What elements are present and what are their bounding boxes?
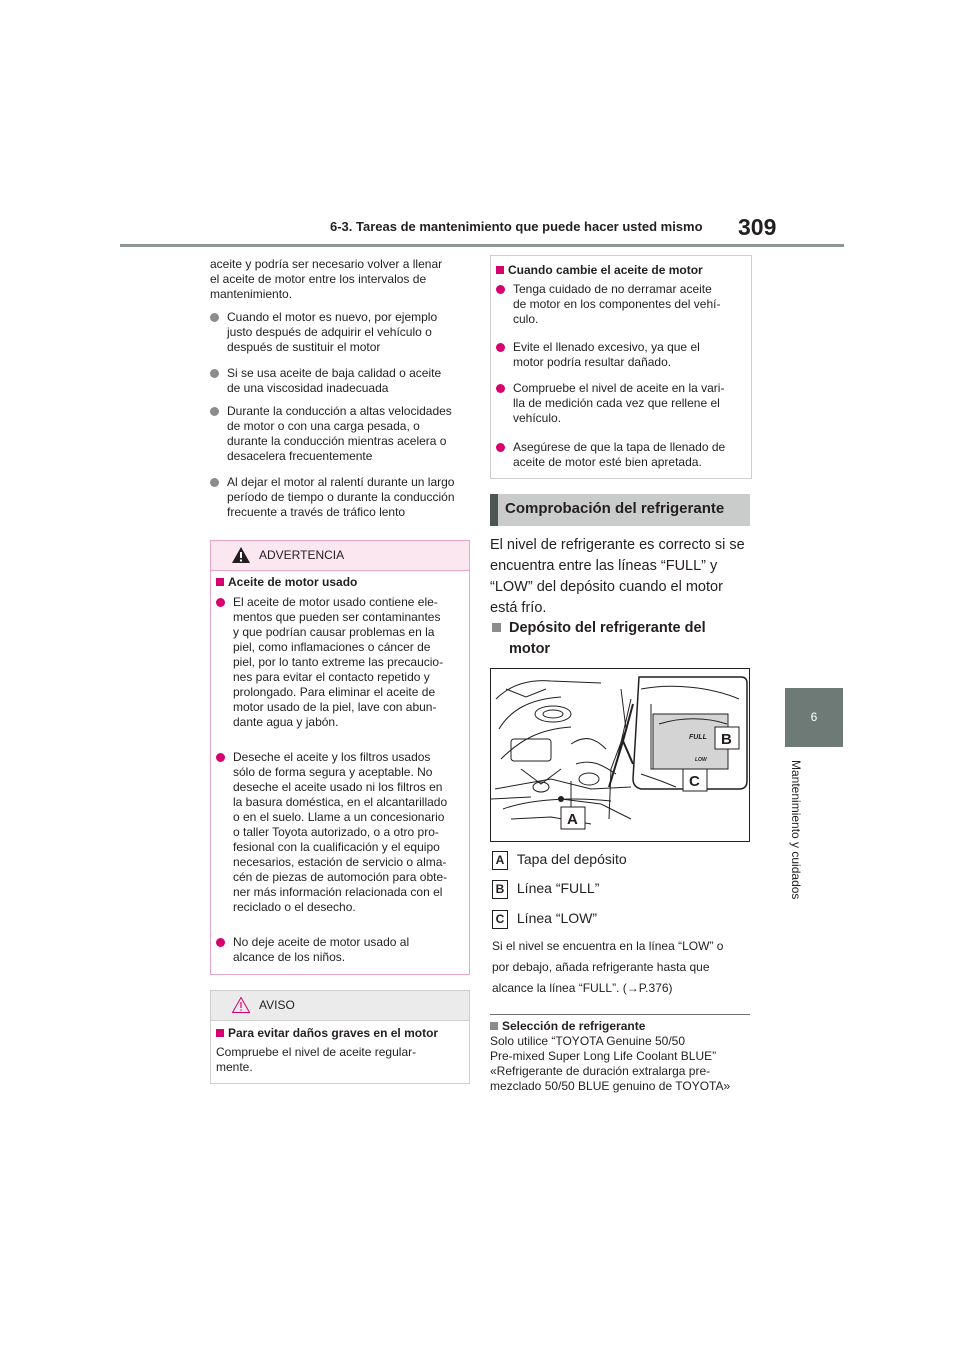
text-line: «Refrigerante de duración extralarga pre-: [490, 1064, 711, 1078]
oil-change-subhead: [496, 263, 703, 278]
text-line: alcance de los niños.: [233, 950, 346, 964]
text-line: No deje aceite de motor usado al: [233, 935, 410, 949]
list-item: [216, 750, 466, 915]
warning-title: ADVERTENCIA: [259, 548, 345, 562]
legend-text: Línea “LOW”: [516, 910, 598, 926]
warning-header: [211, 541, 469, 571]
section-title: Comprobación del refrigerante: [505, 500, 725, 517]
section-heading: [490, 494, 750, 526]
text-line: vehículo.: [513, 411, 562, 425]
text-line: ner más información relacionada con el: [233, 885, 443, 899]
list-item: [496, 440, 746, 470]
warning-box: [210, 540, 470, 975]
text-line: “LOW” del depósito cuando el motor: [490, 579, 723, 595]
square-bullet-icon: [496, 266, 504, 274]
text-line: frecuente a través de tráfico lento: [227, 505, 406, 519]
text-line: mezclado 50/50 BLUE genuino de TOYOTA»: [490, 1079, 731, 1093]
text-line: prolongado. Para eliminar el aceite de: [233, 685, 436, 699]
text-line: lla de medición cada vez que rellene el: [513, 396, 720, 410]
text-line: encuentra entre las líneas “FULL” y: [490, 558, 718, 574]
text-line: Si se usa aceite de baja calidad o aceite: [227, 366, 442, 380]
text-line: aceite de motor esté bien apretada.: [513, 455, 702, 469]
oil-change-box: [490, 255, 752, 479]
bullet-icon: [216, 938, 225, 947]
subhead-text: Para evitar daños graves en el motor: [228, 1026, 439, 1040]
bullet-icon: [216, 598, 225, 607]
text-line: piel, como inflamaciones o cáncer de: [233, 640, 431, 654]
header-rule: [120, 244, 844, 247]
text-line: o en el suelo. Llame a un concesionario: [233, 810, 445, 824]
caution-triangle-icon: [231, 996, 251, 1014]
coolant-intro: [490, 535, 760, 619]
text-line: Evite el llenado excesivo, ya que el: [513, 340, 700, 354]
list-item: [496, 340, 746, 370]
text-line: reciclado o el desecho.: [233, 900, 356, 914]
text-line: dante agua y jabón.: [233, 715, 339, 729]
text-line: Depósito del refrigerante del: [509, 620, 706, 636]
text-line: durante la conducción mientras acelera o: [227, 434, 447, 448]
bullet-icon: [496, 285, 505, 294]
text-line: El nivel de refrigerante es correcto si se: [490, 537, 745, 553]
list-item: [210, 366, 470, 396]
text-line: Compruebe el nivel de aceite regular-: [216, 1045, 417, 1059]
text-line: está frío.: [490, 600, 547, 616]
text-line: Asegúrese de que la tapa de llenado de: [513, 440, 726, 454]
bullet-icon: [210, 369, 219, 378]
bullet-icon: [210, 407, 219, 416]
engine-bay-illustration: [491, 669, 749, 841]
text-line: justo después de adquirir el vehículo o: [227, 325, 432, 339]
left-intro: [210, 257, 470, 302]
list-item: [210, 404, 470, 464]
square-bullet-icon: [490, 1022, 498, 1030]
page-header-title: 6-3. Tareas de mantenimiento que puede hacer usted mismo: [330, 219, 703, 234]
engine-bay-figure: [490, 668, 750, 842]
warning-triangle-icon: [231, 546, 251, 564]
text-line: por debajo, añada refrigerante hasta que: [492, 960, 710, 974]
text-line: Al dejar el motor al ralentí durante un largo: [227, 475, 455, 489]
text-line: o taller Toyota autorizado, o a otro pro-: [233, 825, 439, 839]
text-line: la basura doméstica, en el alcantarillado: [233, 795, 448, 809]
text-line: culo.: [513, 312, 539, 326]
figure-label-a: A: [567, 811, 578, 828]
text-line: piel, por lo tanto extreme las precaucio-: [233, 655, 444, 669]
square-bullet-icon: [216, 1029, 224, 1037]
text-line: de motor en los componentes del vehí-: [513, 297, 721, 311]
text-line: Solo utilice “TOYOTA Genuine 50/50: [490, 1034, 685, 1048]
text-line: mantenimiento.: [210, 287, 293, 301]
text-line: sólo de forma segura y aceptable. No: [233, 765, 433, 779]
notice-text: [216, 1045, 416, 1075]
text-line: motor: [509, 641, 551, 657]
coolant-subhead: [492, 618, 752, 660]
chapter-label-wrap: [787, 760, 805, 960]
page-number: 309: [738, 214, 777, 240]
bullet-icon: [496, 384, 505, 393]
notice-title: AVISO: [259, 998, 295, 1012]
legend-item: [492, 851, 627, 870]
legend-item: [492, 880, 599, 899]
figure-label-c: C: [689, 773, 700, 790]
list-item: [216, 595, 466, 730]
text-line: Durante la conducción a altas velocidades: [227, 404, 452, 418]
selection-block: [490, 1019, 752, 1094]
text-line: después de sustituir el motor: [227, 340, 381, 354]
text-line: deseche el aceite usado ni los filtros en: [233, 780, 443, 794]
text-line: período de tiempo o durante la conducción: [227, 490, 455, 504]
text-line: Cuando el motor es nuevo, por ejemplo: [227, 310, 438, 324]
text-line: mente.: [216, 1060, 253, 1074]
text-line: necesarios, estación de servicio o alma-: [233, 855, 447, 869]
notice-subhead: [216, 1026, 438, 1041]
bullet-icon: [210, 313, 219, 322]
square-bullet-icon: [492, 623, 501, 632]
text-line: de una viscosidad inadecuada: [227, 381, 389, 395]
bullet-icon: [496, 443, 505, 452]
bullet-icon: [216, 753, 225, 762]
figure-label-b: B: [721, 731, 732, 748]
text-line: y que podrían causar problemas en la: [233, 625, 435, 639]
chapter-label: Mantenimiento y cuidados: [789, 760, 803, 900]
legend-text: Línea “FULL”: [516, 880, 600, 896]
bullet-icon: [496, 343, 505, 352]
subhead-text: Selección de refrigerante: [502, 1019, 646, 1033]
low-mark-label: LOW: [695, 757, 707, 763]
legend-key: A: [492, 851, 508, 870]
text-line: fesional con la cualificación y el equipo: [233, 840, 440, 854]
divider: [490, 1014, 750, 1015]
legend-item: [492, 910, 597, 929]
legend-key: B: [492, 880, 508, 899]
section-accent: [490, 494, 498, 526]
warning-subhead: [216, 575, 357, 590]
text-line: cén de piezas de automoción para obte-: [233, 870, 448, 884]
text-line: motor usado de la piel, lave con abun-: [233, 700, 437, 714]
text-line: Deseche el aceite y los filtros usados: [233, 750, 431, 764]
text-line: mentos que pueden ser contaminantes: [233, 610, 441, 624]
text-line: alcance la línea “FULL”. (→P.376): [492, 981, 673, 995]
list-item: [210, 475, 472, 520]
coolant-note: [492, 936, 757, 999]
list-item: [496, 282, 746, 327]
legend-text: Tapa del depósito: [516, 851, 627, 867]
text-line: Compruebe el nivel de aceite en la vari-: [513, 381, 725, 395]
square-bullet-icon: [216, 578, 224, 586]
text-line: el aceite de motor entre los intervalos de: [210, 272, 427, 286]
full-mark-label: FULL: [689, 734, 707, 741]
text-line: El aceite de motor usado contiene ele-: [233, 595, 438, 609]
text-line: Si el nivel se encuentra en la línea “LOW” o: [492, 939, 724, 953]
text-line: motor podría resultar dañado.: [513, 355, 672, 369]
text-line: aceite y podría ser necesario volver a llenar: [210, 257, 443, 271]
chapter-tab: 6: [785, 688, 843, 747]
bullet-icon: [210, 478, 219, 487]
text-line: de motor o con una carga pesada, o: [227, 419, 420, 433]
legend-key: C: [492, 910, 508, 929]
list-item: [216, 935, 466, 965]
text-line: nes para evitar el contacto repetido y: [233, 670, 430, 684]
list-item: [210, 310, 470, 355]
list-item: [496, 381, 746, 426]
text-line: Tenga cuidado de no derramar aceite: [513, 282, 712, 296]
text-line: desacelera frecuentemente: [227, 449, 373, 463]
text-line: Pre-mixed Super Long Life Coolant BLUE”: [490, 1049, 717, 1063]
notice-header: [211, 991, 469, 1021]
notice-box: [210, 990, 470, 1084]
subhead-text: Cuando cambie el aceite de motor: [508, 263, 703, 277]
subhead-text: Aceite de motor usado: [228, 575, 358, 589]
